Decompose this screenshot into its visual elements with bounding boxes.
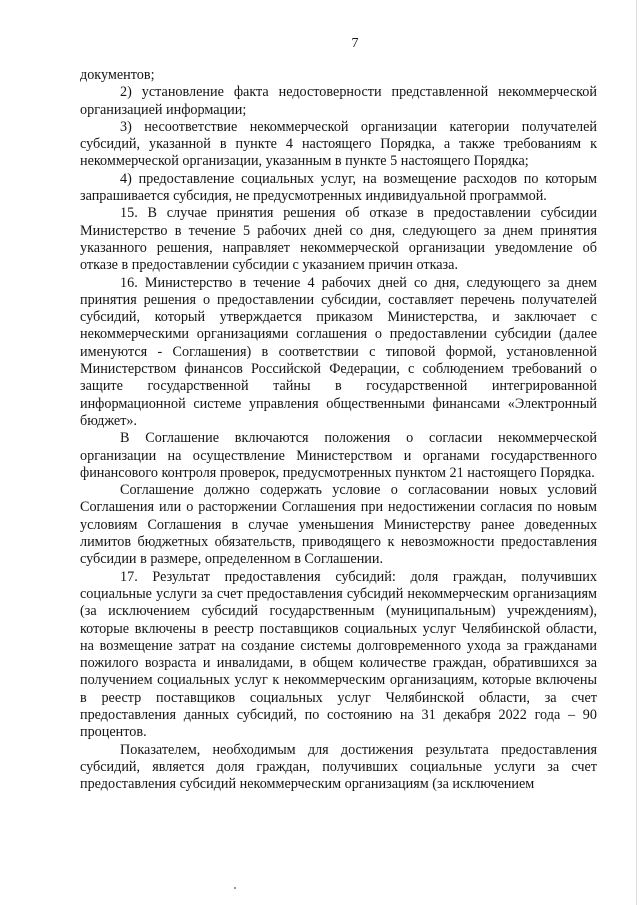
paragraph: 2) установление факта недостоверности представленной некоммерческой организацией информации; bbox=[80, 84, 597, 118]
paragraph: Показателем, необходимым для достижения результата предоставления субсидий, является доля граждан, получивших социальные услуги за счет предоставления субсидий некоммерческим организациям (за исключением bbox=[80, 741, 597, 793]
scan-speck bbox=[234, 887, 236, 889]
paragraph: В Соглашение включаются положения о согласии некоммерческой организации на осуществление Министерством и органами государственного финансового контроля проверок, предусмотренных пунктом 21 настоящего Порядка. bbox=[80, 430, 597, 481]
page-number: 7 bbox=[351, 36, 359, 51]
paragraph: документов; bbox=[80, 67, 155, 83]
paragraph: 4) предоставление социальных услуг, на возмещение расходов по которым запрашивается субсидия, не предусмотренных индивидуальной программой. bbox=[80, 170, 597, 205]
paragraph: Соглашение должно содержать условие о согласовании новых условий Соглашения или о расторжении Соглашения при недостижении согласия по новым условиям Соглашения в случае уменьшения Министерству ранее доведенных лимитов бюджетных обязательств, приводящего к невозможности предоставления субсидии в размере, определенном в Соглашении. bbox=[80, 482, 597, 568]
scan-edge-line bbox=[636, 0, 637, 905]
paragraph: 15. В случае принятия решения об отказе в предоставлении субсидии Министерство в течение 5 рабочих дней со дня, следующего за днем принятия указанного решения, направляет некоммерческой организации уведомление об отказе в предоставлении субсидии с указанием причин отказа. bbox=[80, 205, 597, 274]
document-body bbox=[80, 67, 597, 793]
paragraph: 17. Результат предоставления субсидий: доля граждан, получивших социальные услуги за счет предоставления субсидий некоммерческим организациям (за исключением субсидий государственным (муниципальным) учреждениям), которые включены в реестр поставщиков социальных услуг Челябинской области, на возмещение затрат на создание системы долговременного ухода за гражданами пожилого возраста и инвалидами, в общем количестве граждан, обратившихся за получением социальных услуг к некоммерческим организациям, которые включены в реестр поставщиков социальных услуг Челябинской области, за счет предоставления данных субсидий, по состоянию на 31 декабря 2022 года – 90 процентов. bbox=[80, 568, 597, 741]
paragraph: 3) несоответствие некоммерческой организации категории получателей субсидий, указанной в пункте 4 настоящего Порядка, а также требованиям к некоммерческой организации, указанным в пункте 5 настоящего Порядка; bbox=[80, 118, 597, 170]
paragraph: 16. Министерство в течение 4 рабочих дней со дня, следующего за днем принятия решения о предоставлении субсидии, составляет перечень получателей субсидий, который утверждается приказом Министерства, и заключает с некоммерческими организациями соглашения о предоставлении субсидии (далее именуются - Соглашения) в соответствии с типовой формой, установленной Министерством финансов Российской Федерации, с соблюдением требований о защите государственной тайны в государственной интегрированной информационной системе управления общественными финансами «Электронный бюджет». bbox=[80, 274, 597, 429]
